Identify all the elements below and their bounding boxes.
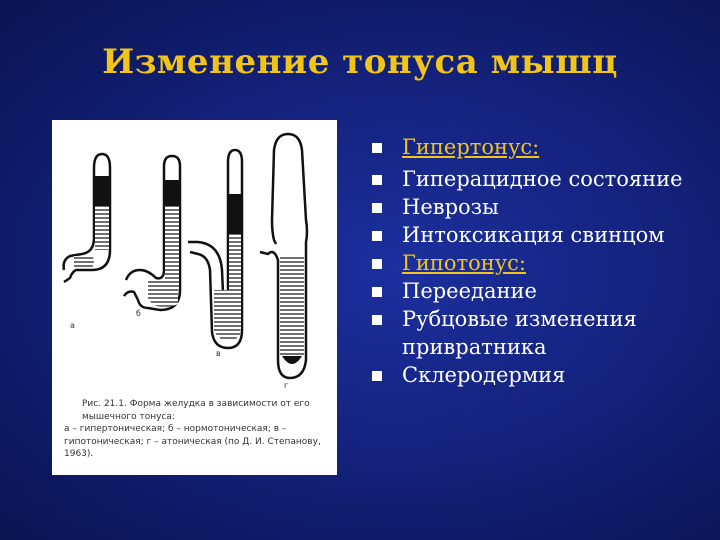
stomach-atonic xyxy=(260,134,307,390)
list-item xyxy=(370,165,720,193)
list-item-text: Склеродермия xyxy=(402,363,566,387)
list-item-text: Гипотонус: xyxy=(402,251,526,275)
stomach-hypertonic xyxy=(64,154,110,282)
list-item-text: Гиперацидное состояние xyxy=(402,167,683,191)
list-item xyxy=(370,193,720,221)
label-b: б xyxy=(136,309,141,318)
label-g: г xyxy=(284,381,289,390)
list-item xyxy=(370,361,720,389)
label-a-layer xyxy=(52,120,92,330)
figure-caption xyxy=(64,398,332,461)
list-item-continuation xyxy=(370,333,720,361)
bullet-square-icon xyxy=(372,203,382,213)
stomach-hypotonic xyxy=(188,150,242,358)
label-a: а xyxy=(70,321,75,330)
bullet-list xyxy=(370,133,720,389)
list-item-text: привратника xyxy=(402,335,547,359)
stomach-normotonic xyxy=(124,156,180,318)
list-item-text: Рубцовые изменения xyxy=(402,307,637,331)
bullet-square-icon xyxy=(372,371,382,381)
bullet-square-icon xyxy=(372,143,382,153)
slide-title: Изменение тонуса мышц xyxy=(102,42,618,82)
list-item xyxy=(370,133,720,161)
bullet-square-icon xyxy=(372,315,382,325)
caption-line-2: а – гипертоническая; б – нормотоническая; в – гипотоническая; г – атоническая (по Д. И. Степанову, 1963). xyxy=(64,424,321,459)
bullet-square-icon xyxy=(372,287,382,297)
list-item xyxy=(370,305,720,333)
bullet-square-icon xyxy=(372,259,382,269)
list-item xyxy=(370,277,720,305)
list-item-text: Неврозы xyxy=(402,195,499,219)
label-v: в xyxy=(216,349,221,358)
caption-line-1: Рис. 21.1. Форма желудка в зависимости от его мышечного тонуса: xyxy=(82,399,310,422)
bullet-square-icon xyxy=(372,175,382,185)
list-item-text: Гипертонус: xyxy=(402,135,540,159)
list-item xyxy=(370,221,720,249)
stomach-tone-figure xyxy=(52,120,337,475)
list-item-text: Интоксикация свинцом xyxy=(402,223,665,247)
bullet-square-icon xyxy=(372,231,382,241)
list-item-text: Переедание xyxy=(402,279,537,303)
list-item xyxy=(370,249,720,277)
